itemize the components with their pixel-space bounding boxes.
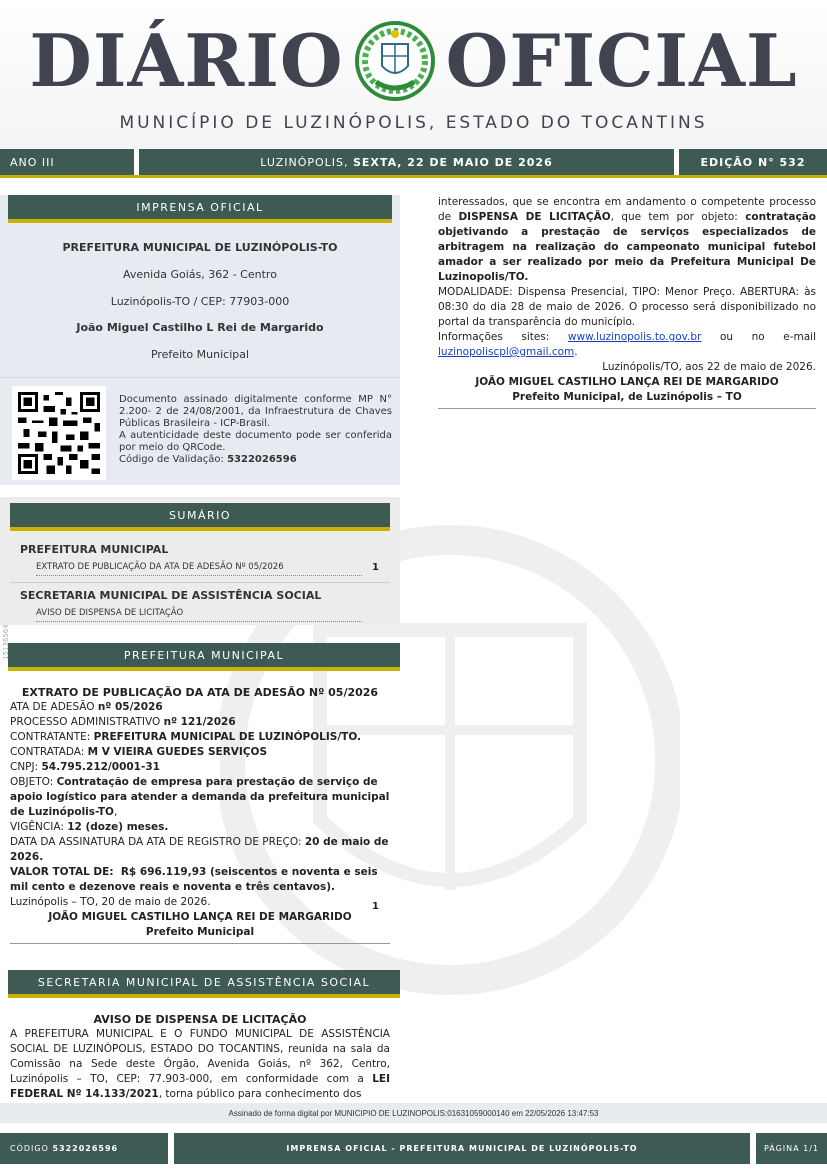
masthead-title (0, 20, 827, 102)
title-oficial: OFICIAL (445, 18, 798, 103)
edition-city: LUZINÓPOLIS, (260, 156, 349, 169)
field-value: 20 de maio de 2026. (10, 836, 389, 863)
extrato-line-processo (10, 715, 390, 730)
validation-code: 5322026596 (227, 454, 297, 465)
aviso-article (0, 994, 400, 1102)
digital-signature-line: Assinado de forma digital por MUNICIPIO DE LUZINOPOLIS:01631059000140 em 22/05/2026 13:47:53 (0, 1103, 827, 1123)
field-label: CNPJ: (10, 761, 39, 773)
imprensa-role: Prefeito Municipal (150, 348, 250, 361)
extrato-line-vigencia (10, 820, 390, 835)
field-value: 54.795.212/0001-31 (41, 761, 160, 773)
site-link[interactable]: www.luzinopolis.to.gov.br (567, 331, 702, 343)
field-label: PROCESSO ADMINISTRATIVO (10, 716, 161, 728)
field-value: 12 (doze) meses. (67, 821, 169, 833)
imprensa-org: PREFEITURA MUNICIPAL DE LUZINÓPOLIS-TO (62, 241, 338, 254)
imprensa-panel (0, 195, 400, 485)
aviso-signer-role: Prefeito Municipal, de Luzinópolis – TO (438, 390, 816, 409)
aviso-cont-text: interessados, que se encontra em andamento o competente processo de (438, 196, 816, 223)
sumario-header: SUMÁRIO (10, 503, 390, 527)
aviso-info-text: Informações sites: (438, 331, 550, 343)
sumario-item-extrato[interactable] (36, 562, 362, 576)
imprensa-address: Avenida Goiás, 362 - Centro (123, 268, 277, 281)
municipal-seal-icon (354, 20, 436, 102)
aviso-law: LEI FEDERAL Nº 14.133/2021 (10, 1073, 390, 1100)
field-label: CONTRATADA: (10, 746, 85, 758)
footer (0, 1133, 827, 1164)
sumario-category-assistencia: SECRETARIA MUNICIPAL DE ASSISTÊNCIA SOCIAL (10, 582, 390, 602)
field-label: OBJETO: (10, 776, 54, 788)
field-value: R$ 696.119,93 (seiscentos e noventa e seis mil cento e dezenove reais e noventa e três centavos). (10, 866, 378, 893)
imprensa-header: IMPRENSA OFICIAL (8, 195, 392, 219)
footer-page: PÁGINA 1/1 (756, 1133, 827, 1164)
extrato-signer-role: Prefeito Municipal (10, 925, 390, 944)
extrato-title: EXTRATO DE PUBLICAÇÃO DA ATA DE ADESÃO Nº 05/2026 (21, 686, 379, 699)
validation-label: Código de Validação: (119, 454, 224, 465)
field-value: PREFEITURA MUNICIPAL DE LUZINÓPOLIS/TO. (93, 731, 362, 743)
extrato-line-contratante (10, 730, 390, 745)
footer-title: IMPRENSA OFICIAL - PREFEITURA MUNICIPAL DE LUZINÓPOLIS-TO (174, 1133, 750, 1164)
field-label: ATA DE ADESÃO (10, 701, 95, 713)
extrato-place-date: Luzinópolis – TO, 20 de maio de 2026. (10, 896, 211, 908)
extrato-line-ata (10, 700, 390, 715)
extrato-line-valor (10, 865, 390, 895)
sumario-page-number: 1 (372, 562, 379, 573)
field-value: M V VIEIRA GUEDES SERVIÇOS (87, 746, 268, 758)
edition-date-text: SEXTA, 22 DE MAIO DE 2026 (353, 156, 553, 169)
imprensa-mayor: João Miguel Castilho L Rei de Margarido (76, 321, 324, 334)
sumario-item-label: AVISO DE DISPENSA DE LICITAÇÃO (36, 608, 184, 618)
email-link[interactable]: luzinopoliscpl@gmail.com (438, 346, 575, 358)
extrato-line-contratada (10, 745, 390, 760)
masthead (0, 0, 827, 148)
aviso-continuation (438, 195, 816, 285)
assistencia-header: SECRETARIA MUNICIPAL DE ASSISTÊNCIA SOCIAL (8, 970, 400, 994)
field-label: DATA DA ASSINATURA DA ATA DE REGISTRO DE PREÇO: (10, 836, 302, 848)
edition-bar (0, 149, 827, 177)
aviso-modalidade: MODALIDADE: Dispensa Presencial, TIPO: Menor Preço. ABERTURA: às 08:30 do dia 28 de maio de 2026. O processo será disponibilizado no portal da transparência do município. (438, 286, 816, 328)
aviso-cont-bold: DISPENSA DE LICITAÇÃO (458, 211, 611, 223)
imprensa-cep: Luzinópolis-TO / CEP: 77903-000 (110, 295, 290, 308)
extrato-article (0, 667, 400, 944)
edition-year: ANO III (0, 149, 134, 176)
aviso-title: AVISO DE DISPENSA DE LICITAÇÃO (93, 1013, 307, 1026)
validation-code-line (119, 454, 392, 466)
prefeitura-header: PREFEITURA MUNICIPAL (8, 643, 400, 667)
aviso-text-end: , torna público para conhecimento dos (158, 1088, 362, 1100)
extrato-line-cnpj (10, 760, 390, 775)
title-diario: DIÁRIO (29, 18, 344, 103)
aviso-signer: JOÃO MIGUEL CASTILHO LANÇA REI DE MARGARIDO (475, 376, 779, 388)
edition-number: EDIÇÃO N° 532 (679, 149, 827, 176)
sumario-item-label: EXTRATO DE PUBLICAÇÃO DA ATA DE ADESÃO Nº 05/2026 (36, 562, 284, 572)
field-label: VIGÊNCIA: (10, 821, 64, 833)
aviso-paragraph (10, 1027, 390, 1102)
footer-code-label: CÓDIGO (10, 1144, 49, 1153)
signature-notice-line2: A autenticidade deste documento pode ser conferida por meio do QRCode. (119, 430, 392, 453)
extrato-line-objeto: OBJETO: Contratação de empresa para prestação de serviço de apoio logístico para atender a demanda da prefeitura municipal de Luzinópolis-TO, (10, 776, 390, 818)
edition-bar-accent (0, 175, 827, 178)
aviso-info-text: ou no e-mail (719, 331, 816, 343)
qr-code-icon[interactable] (12, 386, 106, 480)
field-value: Contratação de empresa para prestação de serviço de apoio logístico para atender a demanda da prefeitura municipal de Luzinópolis-TO (10, 776, 390, 818)
signature-notice-line1: Documento assinado digitalmente conforme MP N° 2.200- 2 de 24/08/2001, da Infraestrutura de Chaves Públicas Brasileira - ICP-Brasil. (119, 394, 392, 429)
masthead-subtitle: MUNICÍPIO DE LUZINÓPOLIS, ESTADO DO TOCANTINS (119, 113, 708, 133)
sumario-category-prefeitura: PREFEITURA MUNICIPAL (20, 543, 169, 556)
aviso-objeto: contratação objetivando a prestação de serviços especializados de arbitragem na realização do campeonato municipal futebol amador a ser realizado por meio da Prefeitura Municipal De Luzinopolis/TO. (438, 211, 817, 283)
qr-area (0, 377, 400, 485)
field-label: VALOR TOTAL DE: (10, 866, 114, 878)
sumario-item-aviso[interactable] (36, 608, 362, 622)
aviso-place-date: Luzinópolis/TO, aos 22 de maio de 2026. (602, 361, 816, 373)
extrato-signer: JOÃO MIGUEL CASTILHO LANÇA REI DE MARGARIDO (48, 911, 352, 923)
left-column (0, 195, 400, 1102)
field-value: nº 121/2026 (163, 716, 236, 728)
field-label: CONTRATANTE: (10, 731, 91, 743)
aviso-cont-text: , que tem por objeto: (610, 211, 738, 223)
sumario-page-number: 1 (372, 901, 379, 912)
aviso-info: Informações sites: www.luzinopolis.to.gov.br ou no e-mail luzinopoliscpl@gmail.com. (438, 331, 816, 358)
right-column (438, 195, 816, 409)
signature-notice (119, 394, 392, 466)
extrato-line-data (10, 835, 390, 865)
edition-date (139, 149, 674, 176)
footer-code-value: 5322026596 (52, 1144, 119, 1153)
footer-code (0, 1133, 168, 1164)
aviso-text: A PREFEITURA MUNICIPAL E O FUNDO MUNICIPAL DE ASSISTÊNCIA SOCIAL DE LUZINÓPOLIS, ESTADO DO TOCANTINS, reunida na sala da Comissão na Sede deste Órgão, Avenida Goiás, nº 362, Centro, Luzinópolis – TO, CEP: 77.903-000, em conformidade com a (10, 1028, 390, 1085)
field-value: nº 05/2026 (97, 701, 163, 713)
